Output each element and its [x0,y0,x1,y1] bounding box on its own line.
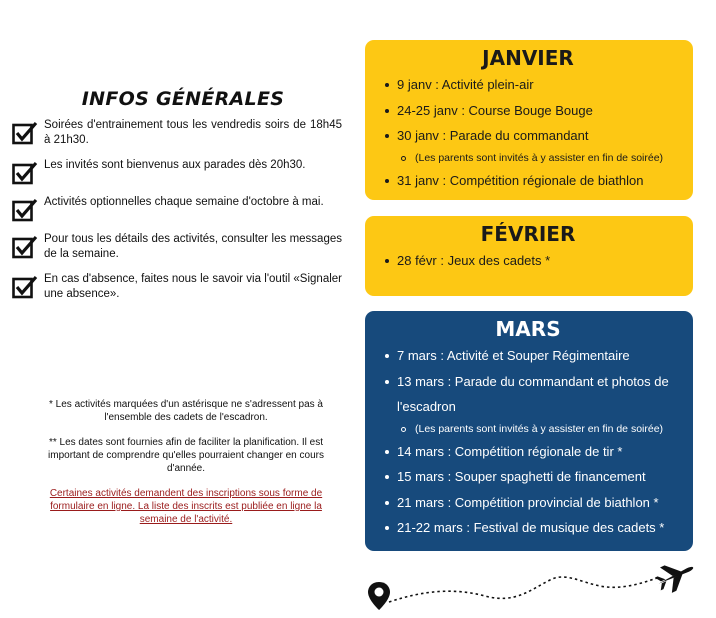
event-item: 9 janv : Activité plein-air [385,72,681,98]
event-list [375,72,681,193]
registration-link[interactable]: Certaines activités demandent des inscriptions sous forme de formulaire en ligne. La liste des inscrits est publiée en ligne la semaine de l'activité. [49,488,323,525]
infos-title: INFOS GÉNÉRALES [81,88,285,110]
note-double-asterisk: ** Les dates sont fournies afin de faciliter la planification. Il est important de comprendre qu'elles pourraient changer en cours d'année. [48,437,324,474]
event-subnote: (Les parents sont invités à y assister en fin de soirée) [385,420,681,439]
note-asterisk: * Les activités marquées d'un astérisque ne s'adressent pas à l'ensemble des cadets de l'escadron. [49,399,323,423]
month-title: MARS [495,317,561,341]
checkbox-checked-icon [12,198,38,222]
event-item: 13 mars : Parade du commandant et photos de l'escadron [385,369,681,420]
card-mars [365,311,693,551]
event-item: 7 mars : Activité et Souper Régimentaire [385,343,681,369]
event-item: 31 janv : Compétition régionale de biathlon [385,168,681,194]
checkbox-checked-icon [12,161,38,185]
event-list [375,343,681,541]
map-pin-icon [368,582,390,610]
event-subnote: (Les parents sont invités à y assister en fin de soirée) [385,149,681,168]
notes [30,398,342,538]
event-item: 24-25 janv : Course Bouge Bouge [385,98,681,124]
checkbox-checked-icon [12,121,38,145]
event-item: 21-22 mars : Festival de musique des cadets * [385,515,681,541]
card-janvier [365,40,693,200]
infos-list [12,118,342,312]
event-item: 21 mars : Compétition provincial de biathlon * [385,490,681,516]
info-item [12,118,342,148]
info-text: Activités optionnelles chaque semaine d'octobre à mai. [44,196,324,208]
event-item: 14 mars : Compétition régionale de tir * [385,439,681,465]
month-title: FÉVRIER [480,222,576,246]
info-text: Soirées d'entrainement tous les vendredis soirs de 18h45 à 21h30. [44,119,342,146]
info-item [12,232,342,262]
airplane-icon [652,560,695,597]
travel-path-illustration [365,560,695,618]
checkbox-checked-icon [12,235,38,259]
info-item [12,272,342,302]
info-text: Les invités sont bienvenus aux parades dès 20h30. [44,159,306,171]
event-item: 15 mars : Souper spaghetti de financement [385,464,681,490]
info-text: En cas d'absence, faites nous le savoir via l'outil «Signaler une absence». [44,273,342,300]
info-item [12,195,342,222]
event-item: 28 févr : Jeux des cadets * [385,248,681,274]
info-text: Pour tous les détails des activités, consulter les messages de la semaine. [44,233,342,260]
event-list [375,248,681,274]
event-item: 30 janv : Parade du commandant [385,123,681,149]
card-fevrier [365,216,693,296]
info-item [12,158,342,185]
month-title: JANVIER [482,46,574,70]
checkbox-checked-icon [12,275,38,299]
